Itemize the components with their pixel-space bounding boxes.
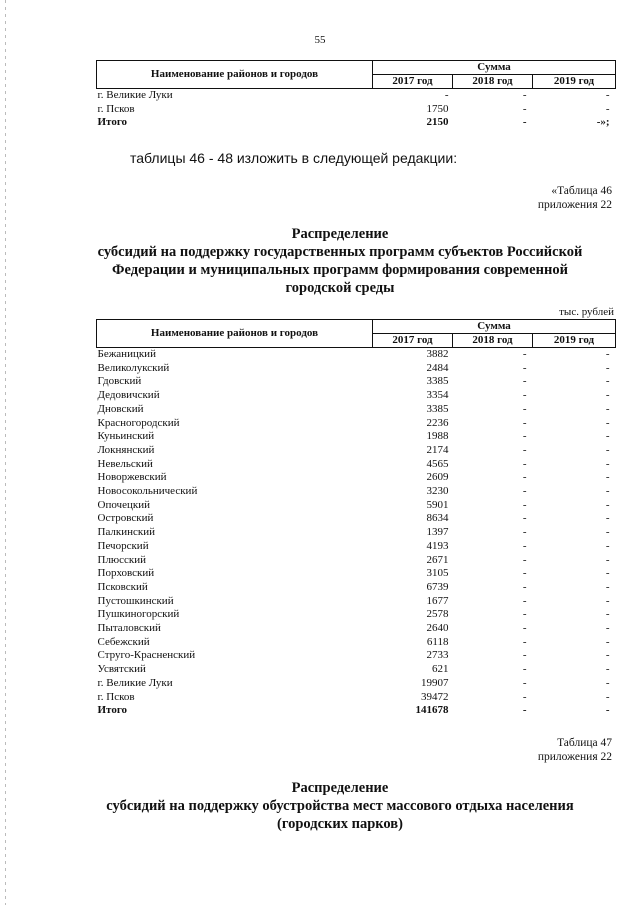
value-2019-cell: -: [605, 498, 610, 511]
appendix-label: приложения 22: [537, 751, 612, 763]
value-2019-cell: -: [605, 348, 610, 360]
value-2017-cell: 2578: [426, 608, 449, 621]
table-row: [97, 512, 616, 526]
value-2019-cell: -: [605, 443, 610, 456]
row-name-cell: Себежский: [97, 635, 150, 648]
value-2019-cell: -: [605, 594, 610, 607]
title-line: городской среды: [285, 280, 395, 296]
row-name-cell: Порховский: [97, 567, 155, 580]
table-row: [97, 403, 616, 417]
value-2019-cell: -: [605, 402, 610, 415]
value-2017-cell: 3385: [426, 375, 449, 388]
value-2017-cell: 3354: [426, 389, 449, 402]
column-header-sum: Сумма: [373, 61, 616, 75]
table-row: [97, 622, 616, 636]
row-name-cell: Великолукский: [97, 361, 170, 374]
column-header-2017: 2017 год: [373, 334, 453, 348]
row-name-cell: Новоржевский: [97, 471, 167, 484]
value-2017-cell: 6739: [426, 580, 449, 593]
table-row: [97, 526, 616, 540]
value-2017-cell: 3882: [426, 348, 449, 360]
row-name-cell: Новосокольнический: [97, 485, 198, 498]
value-2019-cell: -: [605, 526, 610, 539]
value-2019-cell: -: [605, 457, 610, 470]
value-2019-cell: -: [605, 622, 610, 635]
value-2017-cell: 1750: [426, 102, 449, 115]
value-2017-cell: 2236: [426, 416, 449, 429]
value-2017-cell: 2174: [426, 443, 449, 456]
row-name-cell: Красногородский: [97, 416, 180, 429]
value-2017-cell: 3105: [426, 567, 449, 580]
value-2019-cell: -: [605, 361, 610, 374]
row-name-cell: Плюсский: [97, 553, 147, 566]
value-2017-cell: 1397: [426, 526, 449, 539]
row-name-cell: Пустошкинский: [97, 594, 174, 607]
row-name-cell: Итого: [97, 704, 128, 717]
value-2018-cell: -: [522, 512, 527, 525]
value-2018-cell: -: [522, 690, 527, 703]
table-row: [97, 116, 616, 130]
value-2019-cell: -: [605, 89, 610, 101]
value-2017-cell: 141678: [415, 704, 449, 717]
row-name-cell: Бежаницкий: [97, 348, 156, 360]
table-row: [97, 444, 616, 458]
scan-left-edge: [5, 0, 6, 905]
value-2019-cell: -: [605, 663, 610, 676]
value-2018-cell: -: [522, 402, 527, 415]
table-row: [97, 608, 616, 622]
table-row: [97, 704, 616, 718]
row-name-cell: Дновский: [97, 402, 144, 415]
row-name-cell: Гдовский: [97, 375, 142, 388]
table-row: [97, 430, 616, 444]
value-2018-cell: -: [522, 485, 527, 498]
row-name-cell: Локнянский: [97, 443, 155, 456]
value-2017-cell: 8634: [426, 512, 449, 525]
value-2019-cell: -: [605, 635, 610, 648]
value-2017-cell: 3385: [426, 402, 449, 415]
title-line: субсидий на поддержку государственных программ субъектов Российской: [97, 244, 583, 260]
value-2017-cell: -: [444, 89, 449, 101]
value-2019-cell: -: [605, 102, 610, 115]
value-2017-cell: 4193: [426, 539, 449, 552]
table-47-title: [80, 779, 600, 833]
table-row: [97, 89, 616, 103]
value-2017-cell: 39472: [421, 690, 449, 703]
instruction-paragraph: таблицы 46 - 48 изложить в следующей редакции:: [130, 150, 458, 166]
value-2019-cell: -: [605, 430, 610, 443]
table-row: [97, 389, 616, 403]
value-2018-cell: -: [522, 471, 527, 484]
table-1: [96, 60, 616, 130]
value-2019-cell: -: [605, 539, 610, 552]
value-2017-cell: 1677: [426, 594, 449, 607]
table-row: [97, 348, 616, 362]
table-46-label: «Таблица 46: [551, 185, 612, 197]
title-line: Распределение: [291, 226, 389, 242]
value-2019-cell: -: [605, 416, 610, 429]
row-name-cell: г. Великие Луки: [97, 89, 173, 101]
value-2019-cell: -: [605, 485, 610, 498]
column-header-2019: 2019 год: [533, 75, 616, 89]
row-name-cell: Дедовичский: [97, 389, 160, 402]
row-name-cell: Печорский: [97, 539, 149, 552]
value-2018-cell: -: [522, 649, 527, 662]
value-2019-cell: -: [605, 649, 610, 662]
column-header-2018: 2018 год: [453, 75, 533, 89]
value-2018-cell: -: [522, 498, 527, 511]
value-2017-cell: 2150: [426, 116, 449, 129]
value-2018-cell: -: [522, 704, 527, 717]
value-2018-cell: -: [522, 663, 527, 676]
title-line: Федерации и муниципальных программ формирования современной: [112, 262, 568, 278]
column-header-2019: 2019 год: [533, 334, 616, 348]
value-2018-cell: -: [522, 416, 527, 429]
value-2018-cell: -: [522, 361, 527, 374]
row-name-cell: Опочецкий: [97, 498, 150, 511]
row-name-cell: Пыталовский: [97, 622, 161, 635]
row-name-cell: Пушкиногорский: [97, 608, 180, 621]
row-name-cell: Усвятский: [97, 663, 146, 676]
value-2019-cell: -: [605, 512, 610, 525]
table-row: [97, 362, 616, 376]
value-2018-cell: -: [522, 457, 527, 470]
column-header-sum: Сумма: [373, 320, 616, 334]
table-row: [97, 595, 616, 609]
value-2018-cell: -: [522, 553, 527, 566]
column-header-2017: 2017 год: [373, 75, 453, 89]
table-row: [97, 649, 616, 663]
appendix-label: приложения 22: [537, 199, 612, 211]
page-number: 55: [314, 34, 326, 46]
value-2018-cell: -: [522, 102, 527, 115]
row-name-cell: Куньинский: [97, 430, 155, 443]
value-2017-cell: 621: [432, 663, 449, 676]
table-46: [96, 319, 616, 718]
value-2019-cell: -: [605, 608, 610, 621]
value-2018-cell: -: [522, 389, 527, 402]
row-name-cell: Невельский: [97, 457, 153, 470]
value-2017-cell: 2609: [426, 471, 449, 484]
table-row: [97, 375, 616, 389]
row-name-cell: Итого: [97, 116, 128, 129]
unit-label: тыс. рублей: [559, 306, 614, 318]
value-2019-cell: -»;: [596, 116, 610, 129]
value-2017-cell: 6118: [426, 635, 449, 648]
table-row: [97, 417, 616, 431]
value-2019-cell: -: [605, 553, 610, 566]
table-row: [97, 636, 616, 650]
value-2018-cell: -: [522, 676, 527, 689]
table-row: [97, 567, 616, 581]
value-2018-cell: -: [522, 567, 527, 580]
value-2019-cell: -: [605, 580, 610, 593]
row-name-cell: Струго-Красненский: [97, 649, 196, 662]
value-2018-cell: -: [522, 430, 527, 443]
column-header-name: Наименование районов и городов: [97, 320, 373, 348]
value-2019-cell: -: [605, 389, 610, 402]
value-2019-cell: -: [605, 690, 610, 703]
value-2018-cell: -: [522, 443, 527, 456]
value-2018-cell: -: [522, 594, 527, 607]
title-line: Распределение: [291, 780, 389, 796]
title-line: (городских парков): [277, 816, 403, 832]
value-2017-cell: 2484: [426, 361, 449, 374]
value-2019-cell: -: [605, 567, 610, 580]
table-row: [97, 499, 616, 513]
table-46-title: [80, 225, 600, 297]
table-row: [97, 554, 616, 568]
value-2018-cell: -: [522, 622, 527, 635]
value-2017-cell: 1988: [426, 430, 449, 443]
table-46-reference: [538, 184, 612, 212]
table-row: [97, 691, 616, 705]
column-header-2018: 2018 год: [453, 334, 533, 348]
table-row: [97, 458, 616, 472]
value-2018-cell: -: [522, 348, 527, 360]
row-name-cell: г. Псков: [97, 690, 135, 703]
table-row: [97, 103, 616, 117]
table-47-reference: [538, 736, 612, 764]
row-name-cell: г. Великие Луки: [97, 676, 173, 689]
value-2019-cell: -: [605, 676, 610, 689]
row-name-cell: г. Псков: [97, 102, 135, 115]
table-47-label: Таблица 47: [557, 737, 612, 749]
value-2018-cell: -: [522, 580, 527, 593]
value-2018-cell: -: [522, 526, 527, 539]
value-2017-cell: 5901: [426, 498, 449, 511]
row-name-cell: Островский: [97, 512, 154, 525]
table-row: [97, 471, 616, 485]
column-header-name: Наименование районов и городов: [97, 61, 373, 89]
table-row: [97, 540, 616, 554]
value-2017-cell: 2671: [426, 553, 449, 566]
value-2017-cell: 19907: [421, 676, 449, 689]
row-name-cell: Палкинский: [97, 526, 156, 539]
table-row: [97, 485, 616, 499]
value-2017-cell: 3230: [426, 485, 449, 498]
value-2018-cell: -: [522, 89, 527, 101]
table-row: [97, 581, 616, 595]
value-2019-cell: -: [605, 704, 610, 717]
row-name-cell: Псковский: [97, 580, 148, 593]
value-2017-cell: 2640: [426, 622, 449, 635]
title-line: субсидий на поддержку обустройства мест массового отдыха населения: [106, 798, 574, 814]
value-2017-cell: 2733: [426, 649, 449, 662]
value-2018-cell: -: [522, 608, 527, 621]
table-row: [97, 677, 616, 691]
value-2018-cell: -: [522, 375, 527, 388]
value-2019-cell: -: [605, 375, 610, 388]
value-2018-cell: -: [522, 539, 527, 552]
value-2018-cell: -: [522, 635, 527, 648]
value-2019-cell: -: [605, 471, 610, 484]
value-2018-cell: -: [522, 116, 527, 129]
value-2017-cell: 4565: [426, 457, 449, 470]
table-row: [97, 663, 616, 677]
